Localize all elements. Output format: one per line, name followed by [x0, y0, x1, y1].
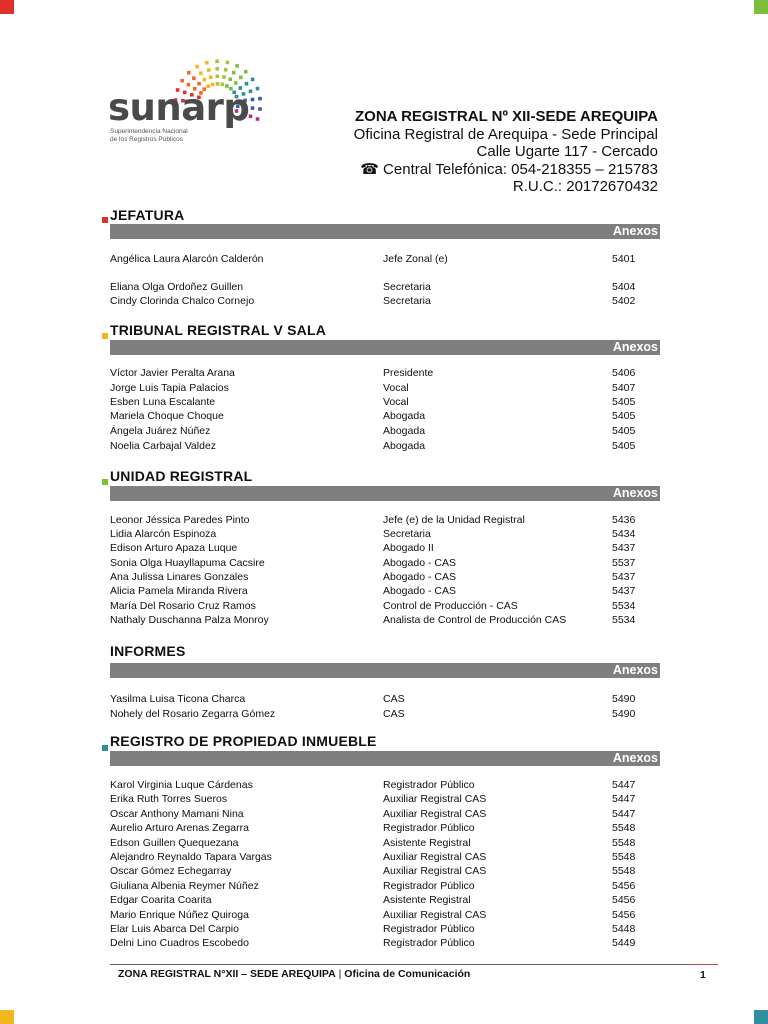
staff-row [110, 252, 670, 266]
annex-column-label: Anexos [612, 486, 658, 500]
corner-square-bottom-left [0, 1010, 14, 1024]
staff-extension: 5490 [612, 693, 636, 705]
annex-column-label: Anexos [612, 663, 658, 677]
staff-row [110, 527, 670, 541]
staff-role: Abogado - CAS [383, 571, 456, 583]
staff-role: Registrador Público [383, 822, 475, 834]
staff-role: Abogado - CAS [383, 557, 456, 569]
annex-column-label: Anexos [612, 340, 658, 354]
annex-header-bar [110, 751, 660, 766]
section-title: TRIBUNAL REGISTRAL V SALA [110, 322, 327, 338]
staff-row [110, 381, 670, 395]
sunarp-logo [108, 58, 288, 154]
staff-extension: 5434 [612, 528, 636, 540]
staff-name: Leonor Jéssica Paredes Pinto [110, 514, 250, 526]
staff-row [110, 409, 670, 423]
staff-row [110, 864, 670, 878]
staff-role: CAS [383, 693, 405, 705]
staff-row [110, 792, 670, 806]
staff-role: Asistente Registral [383, 894, 471, 906]
staff-role: Registrador Público [383, 880, 475, 892]
staff-row [110, 280, 670, 294]
staff-extension: 5437 [612, 585, 636, 597]
staff-name: Lidia Alarcón Espinoza [110, 528, 217, 540]
staff-row [110, 513, 670, 527]
staff-extension: 5537 [612, 557, 636, 569]
staff-role: Secretaria [383, 528, 431, 540]
staff-extension: 5437 [612, 571, 636, 583]
institution-header [354, 108, 658, 196]
section-marker [102, 479, 108, 485]
staff-role: Jefe Zonal (e) [383, 253, 448, 265]
staff-role: Auxiliar Registral CAS [383, 851, 487, 863]
staff-role: Auxiliar Registral CAS [383, 865, 487, 877]
staff-extension: 5447 [612, 779, 636, 791]
staff-extension: 5436 [612, 514, 636, 526]
staff-role: Abogado - CAS [383, 585, 456, 597]
header-phone: ☎ Central Telefónica: 054-218355 – 215783 [360, 160, 658, 178]
staff-name: Karol Virginia Luque Cárdenas [110, 779, 253, 791]
annex-column-label: Anexos [612, 224, 658, 238]
staff-row [110, 692, 670, 706]
staff-name: Giuliana Albenia Reymer Núñez [110, 880, 259, 892]
staff-row [110, 821, 670, 835]
staff-row [110, 879, 670, 893]
staff-role: Asistente Registral [383, 837, 471, 849]
staff-name: Mariela Choque Choque [110, 410, 224, 422]
staff-name: Angélica Laura Alarcón Calderón [110, 253, 264, 265]
staff-role: Abogada [383, 425, 426, 437]
corner-square-top-left [0, 0, 14, 14]
staff-role: Vocal [383, 396, 409, 408]
staff-row [110, 294, 670, 308]
staff-extension: 5456 [612, 894, 636, 906]
staff-extension: 5447 [612, 793, 636, 805]
staff-role: Abogada [383, 440, 426, 452]
footer-divider [110, 964, 718, 965]
staff-extension: 5490 [612, 708, 636, 720]
page-number: 1 [700, 969, 706, 981]
staff-extension: 5548 [612, 822, 636, 834]
staff-row [110, 707, 670, 721]
staff-role: Auxiliar Registral CAS [383, 808, 487, 820]
staff-extension: 5548 [612, 837, 636, 849]
staff-name: Sonia Olga Huayllapuma Cacsire [110, 557, 265, 569]
staff-row [110, 807, 670, 821]
staff-row [110, 570, 670, 584]
staff-row [110, 584, 670, 598]
staff-extension: 5449 [612, 937, 636, 949]
staff-name: Nohely del Rosario Zegarra Gómez [110, 708, 276, 720]
staff-name: Edson Guillen Quequezana [110, 837, 239, 849]
section-marker [102, 333, 108, 339]
staff-name: Mario Enrique Núñez Quiroga [110, 909, 249, 921]
section-title: JEFATURA [110, 207, 185, 223]
staff-name: Ángela Juárez Núñez [110, 425, 211, 437]
staff-role: Auxiliar Registral CAS [383, 909, 487, 921]
staff-extension: 5447 [612, 808, 636, 820]
staff-row [110, 599, 670, 613]
staff-name: Eliana Olga Ordoñez Guillen [110, 281, 244, 293]
staff-name: Edison Arturo Apaza Luque [110, 542, 238, 554]
staff-row [110, 908, 670, 922]
section-title: INFORMES [110, 643, 186, 659]
staff-role: CAS [383, 708, 405, 720]
staff-row [110, 613, 670, 627]
section-marker [102, 217, 108, 223]
staff-row [110, 556, 670, 570]
staff-extension: 5405 [612, 425, 636, 437]
staff-extension: 5448 [612, 923, 636, 935]
staff-name: Noelia Carbajal Valdez [110, 440, 217, 452]
staff-role: Control de Producción - CAS [383, 600, 518, 612]
staff-name: Nathaly Duschanna Palza Monroy [110, 614, 269, 626]
logo-subtitle: Superintendencia Nacional de los Registros Públicos [110, 128, 188, 143]
staff-role: Vocal [383, 382, 409, 394]
staff-extension: 5534 [612, 614, 636, 626]
footer-text: ZONA REGISTRAL N°XII – SEDE AREQUIPA | Oficina de Comunicación [118, 968, 471, 980]
annex-column-label: Anexos [612, 751, 658, 765]
staff-row [110, 424, 670, 438]
annex-header-bar [110, 224, 660, 239]
header-office: Oficina Registral de Arequipa - Sede Principal [353, 125, 658, 143]
staff-extension: 5534 [612, 600, 636, 612]
staff-extension: 5405 [612, 410, 636, 422]
staff-role: Secretaria [383, 281, 431, 293]
staff-extension: 5456 [612, 880, 636, 892]
staff-role: Registrador Público [383, 779, 475, 791]
staff-role: Abogada [383, 410, 426, 422]
staff-name: Elar Luis Abarca Del Carpio [110, 923, 239, 935]
staff-extension: 5401 [612, 253, 636, 265]
staff-row [110, 922, 670, 936]
staff-role: Abogado II [383, 542, 434, 554]
footer-accent-line [690, 964, 718, 965]
section-title: UNIDAD REGISTRAL [110, 468, 253, 484]
section-title: REGISTRO DE PROPIEDAD INMUEBLE [110, 733, 377, 749]
staff-role: Secretaria [383, 295, 431, 307]
staff-row [110, 541, 670, 555]
annex-header-bar [110, 663, 660, 678]
annex-header-bar [110, 340, 660, 355]
staff-extension: 5402 [612, 295, 636, 307]
staff-row [110, 439, 670, 453]
staff-role: Registrador Público [383, 937, 475, 949]
staff-row [110, 850, 670, 864]
staff-extension: 5407 [612, 382, 636, 394]
section-marker [102, 745, 108, 751]
corner-square-top-right [754, 0, 768, 14]
staff-name: Víctor Javier Peralta Arana [110, 367, 235, 379]
staff-name: Delni Lino Cuadros Escobedo [110, 937, 249, 949]
staff-name: Edgar Coarita Coarita [110, 894, 212, 906]
staff-extension: 5456 [612, 909, 636, 921]
staff-extension: 5548 [612, 865, 636, 877]
staff-extension: 5548 [612, 851, 636, 863]
staff-name: María Del Rosario Cruz Ramos [110, 600, 256, 612]
logo-wordmark: sunarp [108, 86, 250, 129]
staff-name: Esben Luna Escalante [110, 396, 216, 408]
annex-header-bar [110, 486, 660, 501]
staff-name: Ana Julissa Linares Gonzales [110, 571, 249, 583]
header-ruc: R.U.C.: 20172670432 [512, 178, 658, 195]
header-address: Calle Ugarte 117 - Cercado [476, 143, 658, 160]
staff-role: Jefe (e) de la Unidad Registral [383, 514, 525, 526]
staff-extension: 5437 [612, 542, 636, 554]
staff-extension: 5405 [612, 440, 636, 452]
staff-row [110, 395, 670, 409]
staff-name: Oscar Anthony Mamani Nina [110, 808, 244, 820]
staff-name: Erika Ruth Torres Sueros [110, 793, 228, 805]
staff-role: Registrador Público [383, 923, 475, 935]
staff-role: Analista de Control de Producción CAS [383, 614, 567, 626]
staff-name: Alicia Pamela Miranda Rivera [110, 585, 248, 597]
staff-name: Cindy Clorinda Chalco Cornejo [110, 295, 255, 307]
corner-square-bottom-right [754, 1010, 768, 1024]
staff-role: Presidente [383, 367, 434, 379]
staff-row [110, 778, 670, 792]
staff-row [110, 366, 670, 380]
staff-extension: 5406 [612, 367, 636, 379]
staff-row [110, 836, 670, 850]
staff-name: Alejandro Reynaldo Tapara Vargas [110, 851, 272, 863]
header-title: ZONA REGISTRAL Nº XII-SEDE AREQUIPA [354, 108, 658, 125]
staff-row [110, 936, 670, 950]
staff-extension: 5405 [612, 396, 636, 408]
staff-name: Oscar Gómez Echegarray [110, 865, 232, 877]
staff-row [110, 893, 670, 907]
staff-extension: 5404 [612, 281, 636, 293]
staff-name: Jorge Luis Tapia Palacios [110, 382, 229, 394]
staff-name: Aurelio Arturo Arenas Zegarra [110, 822, 249, 834]
staff-role: Auxiliar Registral CAS [383, 793, 487, 805]
staff-name: Yasilma Luisa Ticona Charca [110, 693, 246, 705]
